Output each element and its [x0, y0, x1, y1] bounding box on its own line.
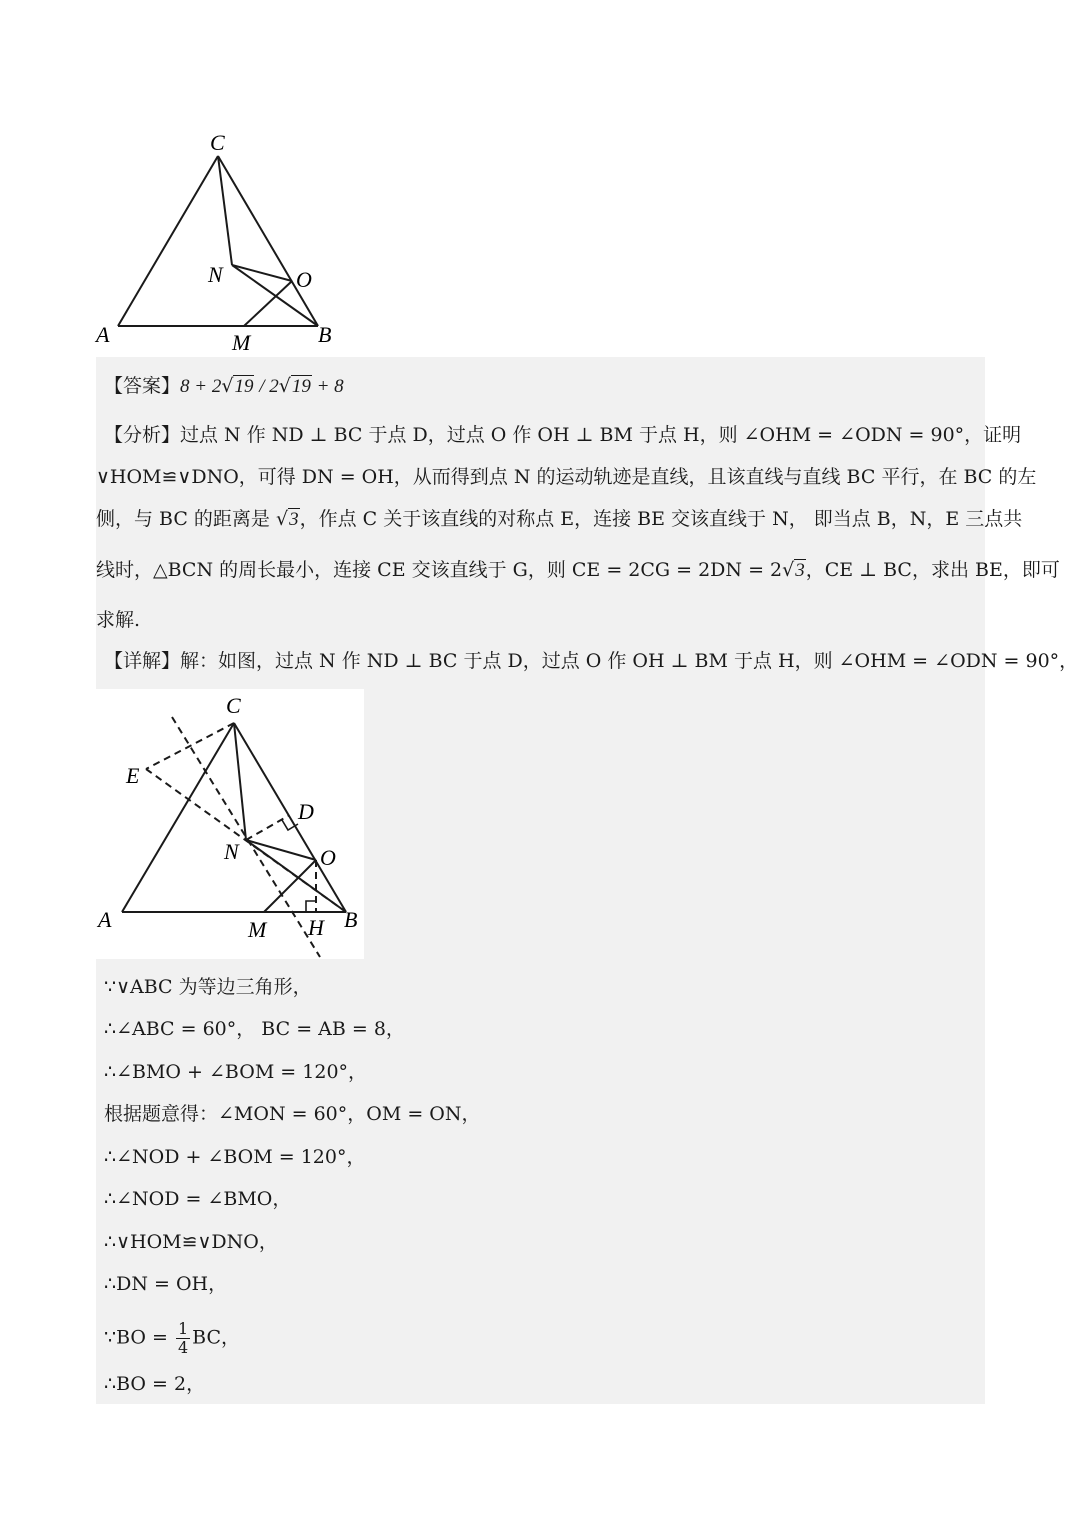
detail-line-1: 【详解】解：如图，过点 N 作 ND ⊥ BC 于点 D，过点 O 作 OH ⊥ BM 于点 H，则 ∠OHM = ∠ODN = 90°， — [104, 650, 1079, 672]
label-o: O — [296, 267, 312, 292]
answer-line: 【答案】8 + 2√19 / 2√19 + 8 — [104, 375, 344, 397]
label-m: M — [248, 917, 267, 942]
step-6: ∴∠NOD = ∠BMO， — [104, 1188, 292, 1210]
segment-cn — [218, 156, 232, 265]
label-h: H — [308, 915, 324, 940]
label-n: N — [208, 262, 223, 287]
segment-ca — [118, 156, 218, 326]
step-4: 根据题意得：∠MON = 60°，OM = ON， — [104, 1103, 481, 1125]
analysis-line-1: 【分析】过点 N 作 ND ⊥ BC 于点 D，过点 O 作 OH ⊥ BM 于点 H，则 ∠OHM = ∠ODN = 90°，证明 — [104, 424, 1022, 446]
label-b: B — [344, 907, 358, 932]
figure-1-triangle — [92, 128, 352, 356]
step-3: ∴∠BMO + ∠BOM = 120°， — [104, 1061, 368, 1083]
analysis-tag: 【分析】 — [104, 424, 181, 446]
label-b: B — [318, 322, 332, 347]
step-7: ∴∨HOM≌∨DNO， — [104, 1231, 278, 1253]
detail-tag: 【详解】 — [104, 650, 181, 672]
step-5: ∴∠NOD + ∠BOM = 120°， — [104, 1146, 366, 1168]
step-1: ∵∨ABC 为等边三角形， — [104, 976, 312, 998]
label-n: N — [224, 839, 239, 864]
answer-tag: 【答案】 — [104, 375, 181, 397]
analysis-line-3: 侧，与 BC 的距离是 √3，作点 C 关于该直线的对称点 E，连接 BE 交该直线于 N， 即当点 B，N，E 三点共 — [96, 508, 1023, 530]
analysis-line-2: ∨HOM≌∨DNO，可得 DN = OH，从而得到点 N 的运动轨迹是直线，且该直线与直线 BC 平行，在 BC 的左 — [96, 466, 1037, 488]
analysis-line-4: 线时，△BCN 的周长最小，连接 CE 交该直线于 G，则 CE = 2CG = 2DN = 2√3，CE ⊥ BC，求出 BE，即可 — [96, 559, 1060, 581]
analysis-line-5: 求解. — [96, 609, 141, 631]
right-angle-mark-h — [306, 901, 316, 912]
step-bo-fraction: ∵BO = $\frac{1}{4}$ BC， — [104, 1319, 241, 1357]
label-a: A — [96, 322, 110, 347]
segment-cb — [218, 156, 318, 326]
label-d: D — [298, 799, 314, 824]
label-a: A — [98, 907, 112, 932]
label-c: C — [210, 130, 225, 155]
segment-cb — [234, 723, 346, 912]
figure-2-construction — [96, 689, 364, 959]
label-c: C — [226, 693, 241, 718]
step-8: ∴DN = OH， — [104, 1273, 228, 1295]
label-o: O — [320, 845, 336, 870]
label-m: M — [232, 330, 251, 355]
label-e: E — [126, 763, 140, 788]
fraction-one-quarter: $\frac{1}{4}$ — [177, 1319, 189, 1357]
step-bo-value: ∴BO = 2， — [104, 1373, 206, 1395]
segment-nd-dashed — [246, 816, 288, 840]
step-2: ∴∠ABC = 60°， BC = AB = 8， — [104, 1018, 405, 1040]
